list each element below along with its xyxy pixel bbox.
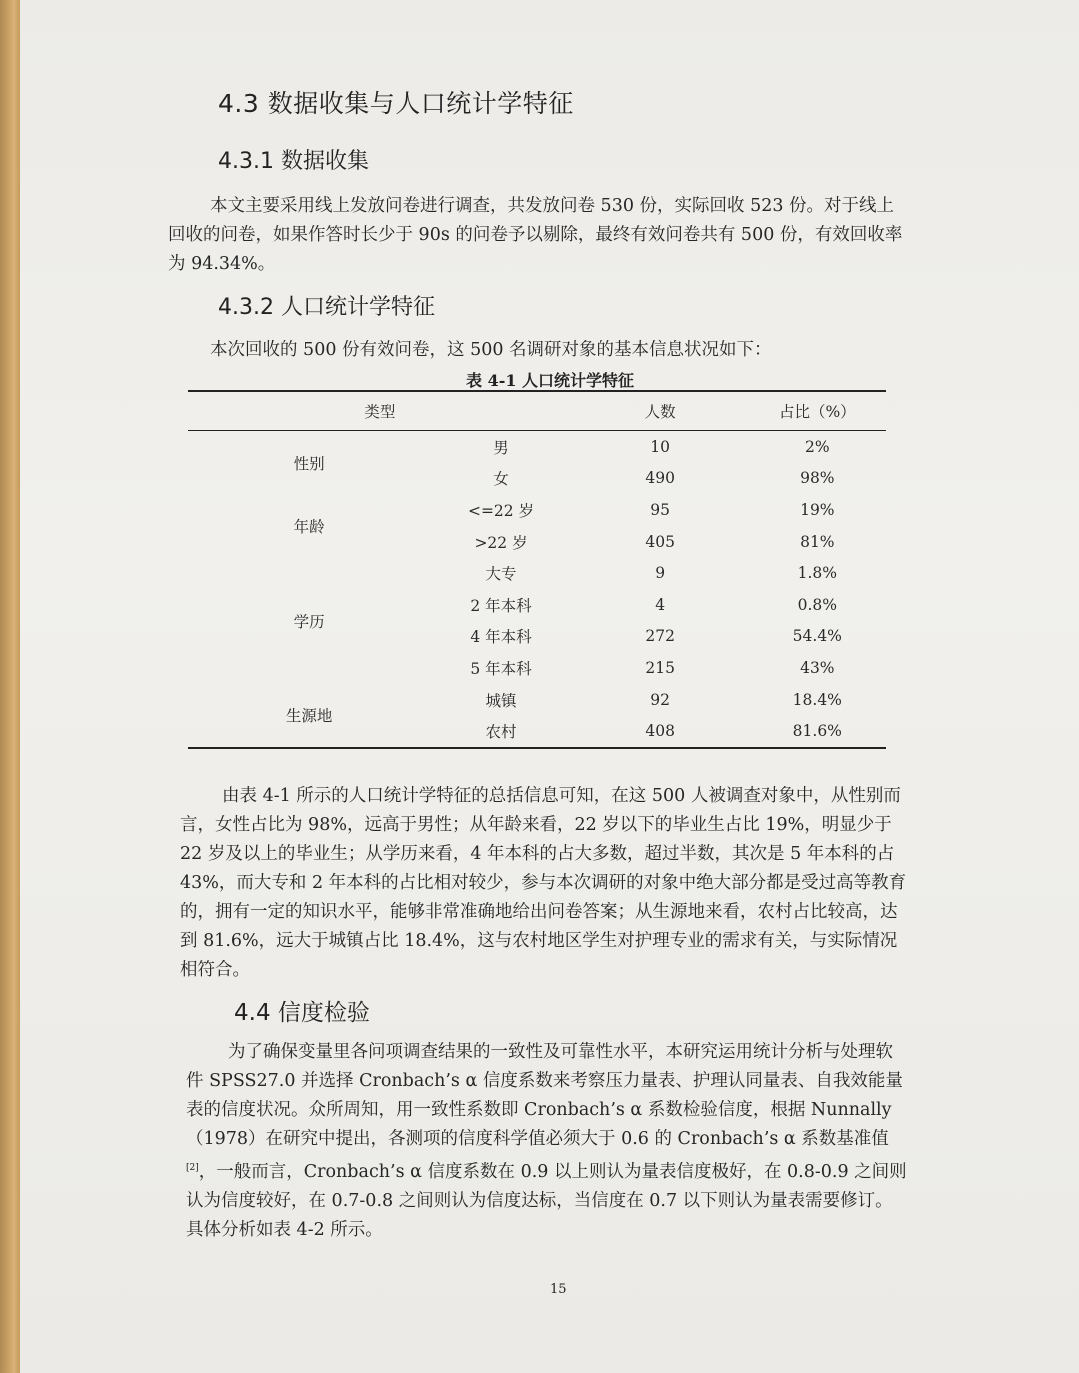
row-sub: 2 年本科 (470, 596, 532, 615)
row-pct: 19% (800, 500, 835, 519)
row-sub: 城镇 (485, 691, 517, 710)
row-pct: 2% (805, 437, 830, 456)
group-age: 年龄 (293, 517, 325, 536)
section-heading-4-3-1: 4.3.1 数据收集 (218, 149, 369, 174)
row-count: 215 (645, 658, 675, 677)
table-row (188, 557, 886, 589)
header-count: 人数 (572, 391, 749, 431)
row-count: 272 (645, 627, 675, 646)
row-sub: 大专 (485, 565, 517, 584)
row-pct: 54.4% (792, 627, 842, 646)
row-sub: 5 年本科 (470, 659, 532, 678)
row-sub: <=22 岁 (467, 501, 535, 520)
analysis-paragraph: 由表 4-1 所示的人口统计学特征的总括信息可知，在这 500 人被调查对象中，从性别而言，女性占比为 98%，远高于男性；从年龄来看，22 岁以下的毕业生占比 19%，明显少于 22 岁及以上的毕业生；从学历来看，4 年本科的占大多数，超过半数，其次是 5 年本科的占 43%，而大专和 2 年本科的占比相对较少，参与本次调研的对象中绝大部分都是受过高等教育的，拥有一定的知识水平，能够非常准确地给出问卷答案；从生源地来看，农村占比较高，达到 81.6%，远大于城镇占比 18.4%，这与农村地区学生对护理专业的需求有关，与实际情况相符合。 (180, 786, 907, 980)
reliability-paragraph (186, 1038, 908, 1245)
intro-paragraph: 本次回收的 500 份有效问卷，这 500 名调研对象的基本信息状况如下： (210, 340, 772, 360)
row-pct: 98% (800, 469, 835, 488)
header-type: 类型 (188, 391, 572, 431)
table-caption: 表 4-1 人口统计学特征 (466, 371, 635, 390)
section-heading-4-3-2: 4.3.2 人口统计学特征 (218, 295, 435, 320)
demographics-table (188, 390, 886, 749)
section-heading-4-4: 4.4 信度检验 (234, 1000, 370, 1026)
row-sub: 农村 (430, 715, 571, 748)
row-count: 9 (655, 564, 666, 583)
table-row (188, 684, 886, 716)
row-count: 10 (650, 437, 670, 456)
header-pct: 占比（%） (749, 391, 886, 431)
row-pct: 81.6% (749, 715, 886, 748)
row-pct: 0.8% (797, 595, 837, 614)
table-row (188, 431, 886, 463)
row-count: 405 (645, 532, 675, 551)
group-education: 学历 (293, 612, 325, 631)
row-pct: 1.8% (797, 564, 837, 583)
collection-paragraph: 本文主要采用线上发放问卷进行调查，共发放问卷 530 份，实际回收 523 份。对于线上回收的问卷，如果作答时长少于 90s 的问卷予以剔除，最终有效问卷共有 500 份，有效回收率为 94.34%。 (168, 196, 903, 274)
row-pct: 18.4% (792, 690, 842, 709)
row-sub: 4 年本科 (470, 628, 532, 647)
reliability-text-b: ，一般而言，Cronbach’s α 信度系数在 0.9 以上则认为量表信度极好，在 0.8-0.9 之间则认为信度较好，在 0.7-0.8 之间则认为信度达标，当信度在 0.7 以下则认为量表需要修订。具体分析如表 4-2 所示。 (186, 1161, 907, 1240)
table-header-row (188, 391, 886, 431)
table-row (188, 494, 886, 526)
row-count: 92 (650, 690, 670, 709)
row-count: 408 (572, 715, 749, 748)
row-sub: 女 (493, 470, 509, 489)
row-count: 95 (650, 500, 670, 519)
group-gender: 性别 (293, 454, 325, 473)
row-pct: 43% (800, 658, 835, 677)
group-origin: 生源地 (188, 684, 430, 748)
row-count: 4 (655, 595, 666, 614)
page-number: 15 (550, 1282, 567, 1297)
citation-ref: [2] (186, 1163, 199, 1173)
row-sub: >22 岁 (474, 533, 528, 552)
section-heading-4-3: 4.3 数据收集与人口统计学特征 (218, 89, 574, 118)
row-pct: 81% (800, 532, 835, 551)
reliability-text-a: 为了确保变量里各问项调查结果的一致性及可靠性水平，本研究运用统计分析与处理软件 SPSS27.0 并选择 Cronbach’s α 信度系数来考察压力量表、护理认同量表、自我效能量表的信度状况。众所周知，用一致性系数即 Cronbach’s α 系数检验信度，根据 Nunnally（1978）在研究中提出，各测项的信度科学值必须大于 0.6 的 Cronbach’s α 系数基准值 (186, 1042, 903, 1149)
row-count: 490 (645, 469, 675, 488)
row-sub: 男 (493, 438, 509, 457)
